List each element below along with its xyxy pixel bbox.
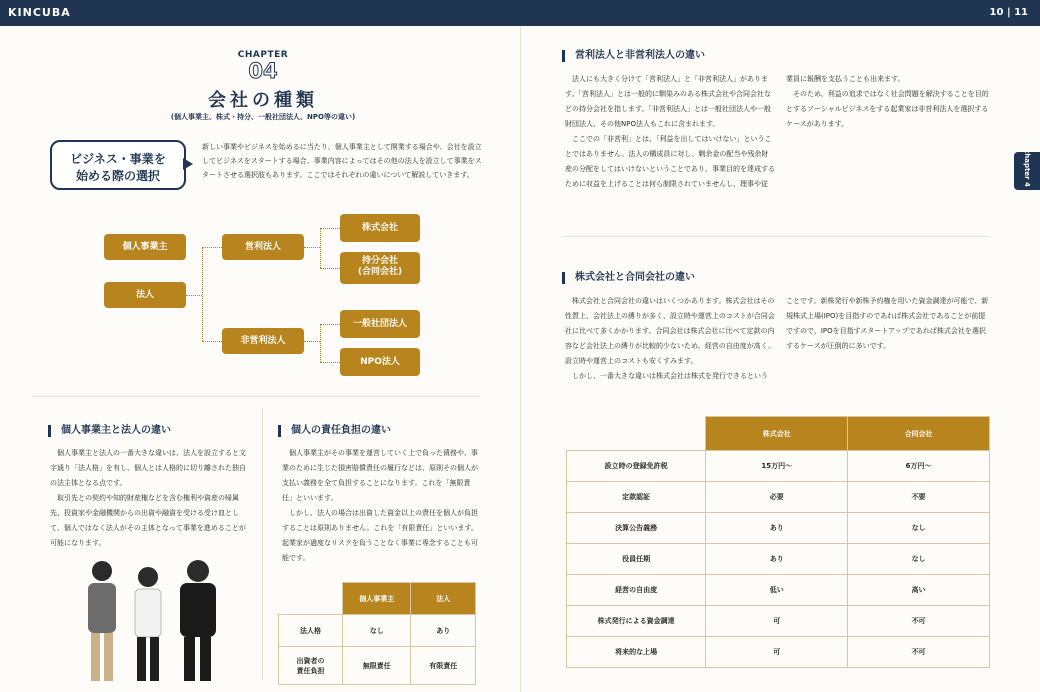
table-row-label: 将来的な上場: [567, 637, 706, 668]
chapter-word: CHAPTER: [237, 50, 289, 60]
table-row: [567, 637, 990, 668]
table-header: 個人事業主: [343, 583, 411, 615]
liability-table: [278, 582, 476, 685]
table-row: [567, 451, 990, 482]
table-cell: 可: [706, 606, 848, 637]
person-middle: [135, 567, 161, 681]
table-cell: 6万円〜: [848, 451, 990, 482]
table-header: 株式会社: [706, 417, 848, 451]
bubble-line-1: ビジネス・事業を: [70, 152, 166, 166]
table-cell: あり: [411, 615, 476, 647]
table-header: 法人: [411, 583, 476, 615]
node-ippan: 一般社団法人: [340, 310, 420, 338]
table-row-label: 株式発行による資金調達: [567, 606, 706, 637]
section3-title: 営利法人と非営利法人の違い: [562, 50, 705, 62]
table-row-label: 設立時の登録免許税: [567, 451, 706, 482]
page-subtitle: (個人事業主、株式・持分、一般社団法人、NPO等の違い): [170, 113, 356, 121]
table-row: [279, 647, 476, 685]
table-cell: 可: [706, 637, 848, 668]
table-row: [567, 544, 990, 575]
table-cell: なし: [343, 615, 411, 647]
connector: [304, 247, 320, 248]
header-bar: [0, 0, 1040, 26]
connector: [320, 228, 340, 229]
table-row: [567, 482, 990, 513]
table-cell: 不可: [848, 606, 990, 637]
table-cell: 15万円〜: [706, 451, 848, 482]
node-kabushiki: 株式会社: [340, 214, 420, 242]
table-cell: 不可: [848, 637, 990, 668]
section4-paragraph: 株式会社と合同会社の違いはいくつかあります。株式会社はその性質上、会社法上の縛りが多く、設立時や運営上のコストが合同会社に比べて多くかかります。合同会社は株式会社に比べて定款の内容など会社法上の縛りが比較的少ないため、経営の自由度が高く、設立時や運営上のコストも安くすみます。: [565, 297, 775, 365]
section2-paragraph: 個人事業主がその事業を運営していく上で負った債務や、事業のために生じた損害賠償責任の履行などは、原則その個人が支払い義務を全て負担することになります。これを「無限責任」といいます。: [282, 449, 478, 502]
table-cell: なし: [848, 544, 990, 575]
section1-title: 個人事業主と法人の違い: [48, 425, 171, 437]
table-cell: 必要: [706, 482, 848, 513]
table-row: [567, 575, 990, 606]
table-cell: なし: [848, 513, 990, 544]
connector: [320, 324, 340, 325]
table-row-label: 法人格: [279, 615, 343, 647]
node-npo: NPO法人: [340, 348, 420, 376]
connector: [320, 362, 340, 363]
divider: [562, 236, 990, 237]
table-row: [567, 513, 990, 544]
connector: [320, 324, 321, 362]
divider: [262, 408, 263, 680]
node-mochibun: [340, 252, 420, 284]
connector: [320, 268, 340, 269]
chapter-side-tab[interactable]: [1014, 149, 1040, 190]
table-cell: 高い: [848, 575, 990, 606]
section3-paragraph: そのため、利益の追求ではなく社会問題を解決することを目的とするソーシャルビジネスをする起業家は非営利法人を選択するケースがあります。: [786, 90, 989, 128]
section3-paragraph: 法人にも大きく分けて「営利法人」と「非営利法人」があります。「営利法人」とは一般的に馴染みのある株式会社や合同会社などの持分会社を指します。「非営利法人」とは一般社団法人や一般財団法人、その他NPO法人もこれに含まれます。: [565, 75, 771, 128]
divider: [32, 396, 480, 397]
section4-paragraph: しかし、一番大きな違いは株式会社は株式を発行できるという: [572, 372, 768, 380]
people-photo: [80, 555, 230, 685]
page-numbers: 10 | 11: [989, 7, 1028, 18]
table-corner: [567, 417, 706, 451]
connector: [304, 341, 320, 342]
section3-paragraph: ここでの「非営利」とは、「利益を出してはいけない」ということではありません。法人の構成員に対し、剰余金の配当や残余財産の分配をしてはいけないということであり、事業目的を達成するために収益を上げることは何ら制限されていませんし、理事や従: [565, 135, 775, 188]
connector: [186, 295, 202, 296]
node-mochibun-line2: (合同会社): [357, 267, 403, 277]
table-cell: 不要: [848, 482, 990, 513]
section2-paragraph: しかし、法人の場合は出資した資金以上の責任を個人が負担することは原則ありません。これを「有限責任」といいます。起業家が過度なリスクを負うことなく事業に専念することも可能です。: [282, 509, 478, 562]
brand-logo: KINCUBA: [8, 6, 71, 19]
node-non-profit: 非営利法人: [222, 328, 304, 354]
node-for-profit: 営利法人: [222, 234, 304, 260]
section1-paragraph: 取引先との契約や知的財産権などを含む権利や資産の帰属先、投資家や金融機関からの出資や融資を受ける受け皿として、個人ではなく法人がその主体となって事業を進めることが可能になります。: [50, 494, 246, 547]
table-row: [279, 615, 476, 647]
chapter-number: 04: [248, 59, 278, 83]
node-mochibun-line1: 持分会社: [361, 256, 398, 266]
intro-text: 新しい事業やビジネスを始めるに当たり、個人事業主として開業する場合や、会社を設立してビジネスをスタートする場合、事業内容によってはその他の法人を設立して事業をスタートさせる選択肢もあります。ここではそれぞれの違いについて解説していきます。: [202, 143, 482, 179]
chapter-side-tab-label: chapter 4: [1023, 149, 1031, 187]
connector: [202, 247, 222, 248]
node-corporation: 法人: [104, 282, 186, 308]
section4-col2: [786, 294, 990, 354]
connector: [202, 341, 222, 342]
section2-title: 個人の責任負担の違い: [278, 425, 391, 437]
table-header: 合同会社: [848, 417, 990, 451]
table-row-label-line1: 出資者の: [296, 656, 325, 665]
table-row-label: [279, 647, 343, 685]
section1-paragraph: 個人事業主と法人の一番大きな違いは、法人を設立すると文字通り「法人格」を有し、個人とは人格的に切り離された独自の法主体となる点です。: [50, 449, 246, 487]
table-row-label: 定款認証: [567, 482, 706, 513]
table-row: [567, 606, 990, 637]
node-individual: 個人事業主: [104, 234, 186, 260]
person-left: [88, 561, 116, 681]
table-corner: [279, 583, 343, 615]
table-row-label: 役員任期: [567, 544, 706, 575]
table-cell: あり: [706, 513, 848, 544]
bubble-line-2: 始める際の選択: [75, 169, 160, 183]
table-cell: 無限責任: [343, 647, 411, 685]
table-cell: あり: [706, 544, 848, 575]
section2-body: [282, 446, 478, 566]
section3-paragraph: 業員に報酬を支払うことも出来ます。: [786, 75, 905, 83]
section4-col1: [565, 294, 775, 384]
section4-paragraph: ことです。新株発行や新株予約権を用いた資金調達が可能で、新規株式上場(IPO)を目指すのであれば株式会社であることが前提ですので、IPOを目指すスタートアップであれば株式会社を選択するケースが圧倒的に多いです。: [786, 297, 989, 350]
table-cell: 有限責任: [411, 647, 476, 685]
connector: [202, 247, 203, 341]
section1-body: [50, 446, 246, 551]
page-title: 会社の種類: [208, 90, 318, 111]
table-row-label-line2: 責任負担: [296, 666, 325, 675]
page-spine: [520, 26, 521, 692]
table-row-label: 決算公告義務: [567, 513, 706, 544]
choice-bubble: [50, 140, 186, 190]
company-comparison-table: [566, 416, 990, 668]
bubble-tail: [183, 158, 193, 170]
section3-col2: [786, 72, 990, 132]
person-right: [180, 560, 216, 681]
section3-col1: [565, 72, 775, 192]
table-row-label: 経営の自由度: [567, 575, 706, 606]
connector: [320, 228, 321, 268]
section4-title: 株式会社と合同会社の違い: [562, 272, 695, 284]
table-cell: 低い: [706, 575, 848, 606]
